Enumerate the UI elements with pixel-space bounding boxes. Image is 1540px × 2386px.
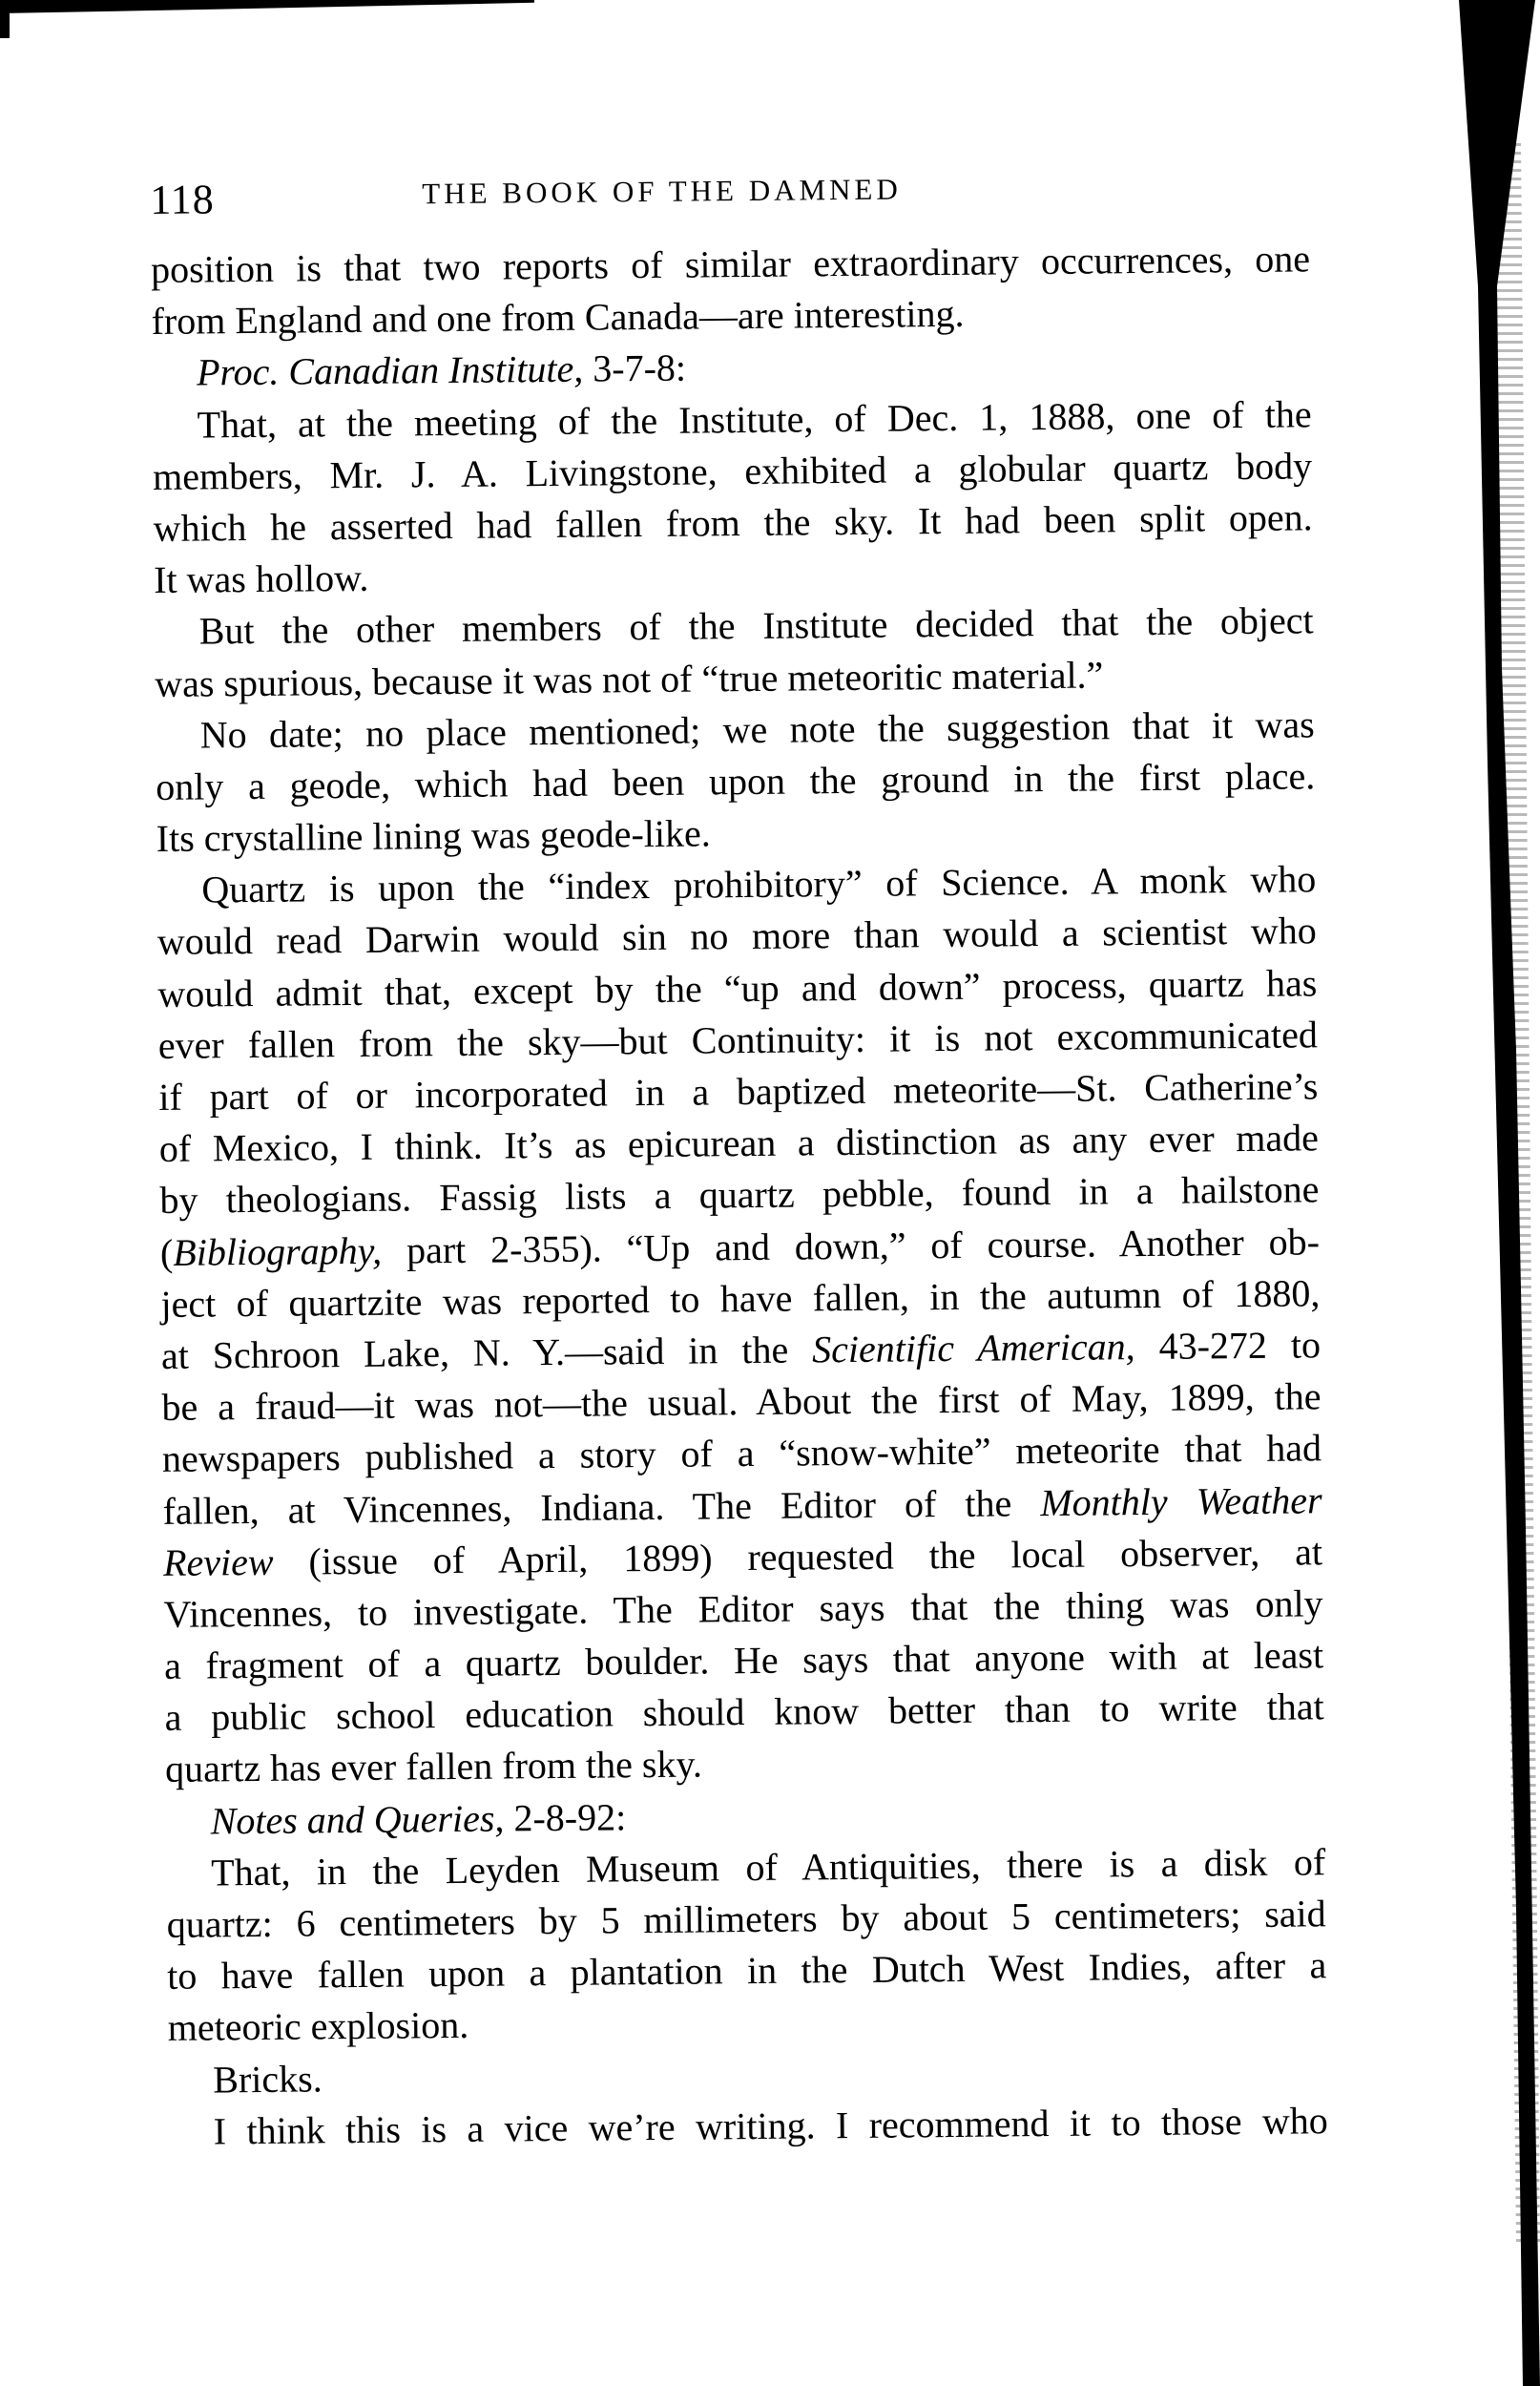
text-line: Quartz is upon the “index prohibitory” of Science. A monk who	[201, 857, 1317, 911]
text-line: That, at the meeting of the Institute, of Dec. 1, 1888, one of the	[197, 391, 1312, 447]
citation-title: Review	[162, 1539, 274, 1584]
text-line: ject of quartzite was reported to have fallen, in the autumn of 1880,	[160, 1271, 1321, 1326]
text-line: ever fallen from the sky—but Continuity: it is not excommunicated	[157, 1013, 1319, 1067]
text-span: (issue of April, 1899) requested the local observer, at	[273, 1529, 1323, 1583]
citation-ref: 3-7-8:	[583, 345, 687, 391]
text-span: 43-272 to	[1134, 1323, 1321, 1369]
page-number: 118	[150, 176, 215, 223]
text-line: newspapers published a story of a “snow-white” meteorite that had	[161, 1426, 1322, 1481]
text-line: That, in the Leyden Museum of Antiquities, there is a disk of	[210, 1840, 1326, 1894]
book-page	[150, 151, 1328, 2158]
text-line: would admit that, except by the “up and down” process, quartz has	[157, 960, 1318, 1015]
text-line: Its crystalline lining was geode-like.	[156, 811, 711, 861]
text-line: of Mexico, I think. It’s as epicurean a distinction as any ever made	[158, 1116, 1320, 1171]
text-line: Vincennes, to investigate. The Editor says that the thing was only	[163, 1581, 1323, 1636]
citation-title: Monthly Weather	[1040, 1477, 1322, 1524]
text-line: It was hollow.	[153, 555, 369, 602]
citation-title: Bibliography,	[173, 1228, 383, 1274]
page-header	[150, 151, 1310, 223]
text-line: which he asserted had fallen from the sky. It had been split open.	[153, 495, 1313, 550]
text-line: position is that two reports of similar extraordinary occurrences, one	[150, 237, 1311, 291]
text-line: meteoric explosion.	[167, 2003, 469, 2050]
scan-corner-shadow	[0, 0, 10, 38]
text-span: at Schroon Lake, N. Y.—said in the	[160, 1328, 813, 1377]
text-line: would read Darwin would sin no more than would a scientist who	[156, 909, 1318, 964]
paren: (	[159, 1230, 174, 1274]
citation-title: Scientific American,	[811, 1325, 1135, 1371]
text-span: part 2-355). “Up and down,” of course. Another ob-	[381, 1219, 1321, 1272]
citation-ref: 2-8-92:	[504, 1794, 627, 1840]
citation-title: Proc. Canadian Institute,	[196, 347, 584, 394]
text-line: to have fallen upon a plantation in the Dutch West Indies, after a	[167, 1943, 1327, 1999]
text-line: But the other members of the Institute decided that the object	[198, 598, 1314, 653]
text-line: from England and one from Canada—are interesting.	[151, 292, 965, 344]
text-line: only a geode, which had been upon the ground in the first place.	[156, 754, 1316, 808]
text-line: be a fraud—it was not—the usual. About the first of May, 1899, the	[161, 1374, 1321, 1430]
scan-top-edge	[0, 0, 534, 13]
text-line: a fragment of a quartz boulder. He says that anyone with at least	[163, 1633, 1324, 1687]
text-line: quartz has ever fallen from the sky.	[164, 1742, 703, 1791]
text-line: No date; no place mentioned; we note the suggestion that it was	[199, 701, 1315, 757]
text-span: fallen, at Vincennes, Indiana. The Editor of the	[162, 1480, 1041, 1533]
text-line: members, Mr. J. A. Livingstone, exhibited a globular quartz body	[152, 444, 1313, 498]
citation-title: Notes and Queries,	[210, 1796, 505, 1843]
page-body	[151, 233, 1328, 2158]
text-line: if part of or incorporated in a baptized meteorite—St. Catherine’s	[158, 1064, 1319, 1119]
running-title: THE BOOK OF THE DAMNED	[422, 172, 902, 211]
text-line: quartz: 6 centimeters by 5 millimeters by about 5 centimeters; said	[166, 1892, 1326, 1946]
text-line: I think this is a vice we’re writing. I recommend it to those who	[213, 2098, 1328, 2153]
text-line: a public school education should know better than to write that	[164, 1685, 1324, 1740]
text-line: by theologians. Fassig lists a quartz pebble, found in a hailstone	[159, 1167, 1320, 1223]
text-line: was spurious, because it was not of “true meteoritic material.”	[155, 652, 1104, 705]
book-binding-shadow	[1387, 0, 1540, 2386]
text-line: Bricks.	[213, 2056, 323, 2102]
